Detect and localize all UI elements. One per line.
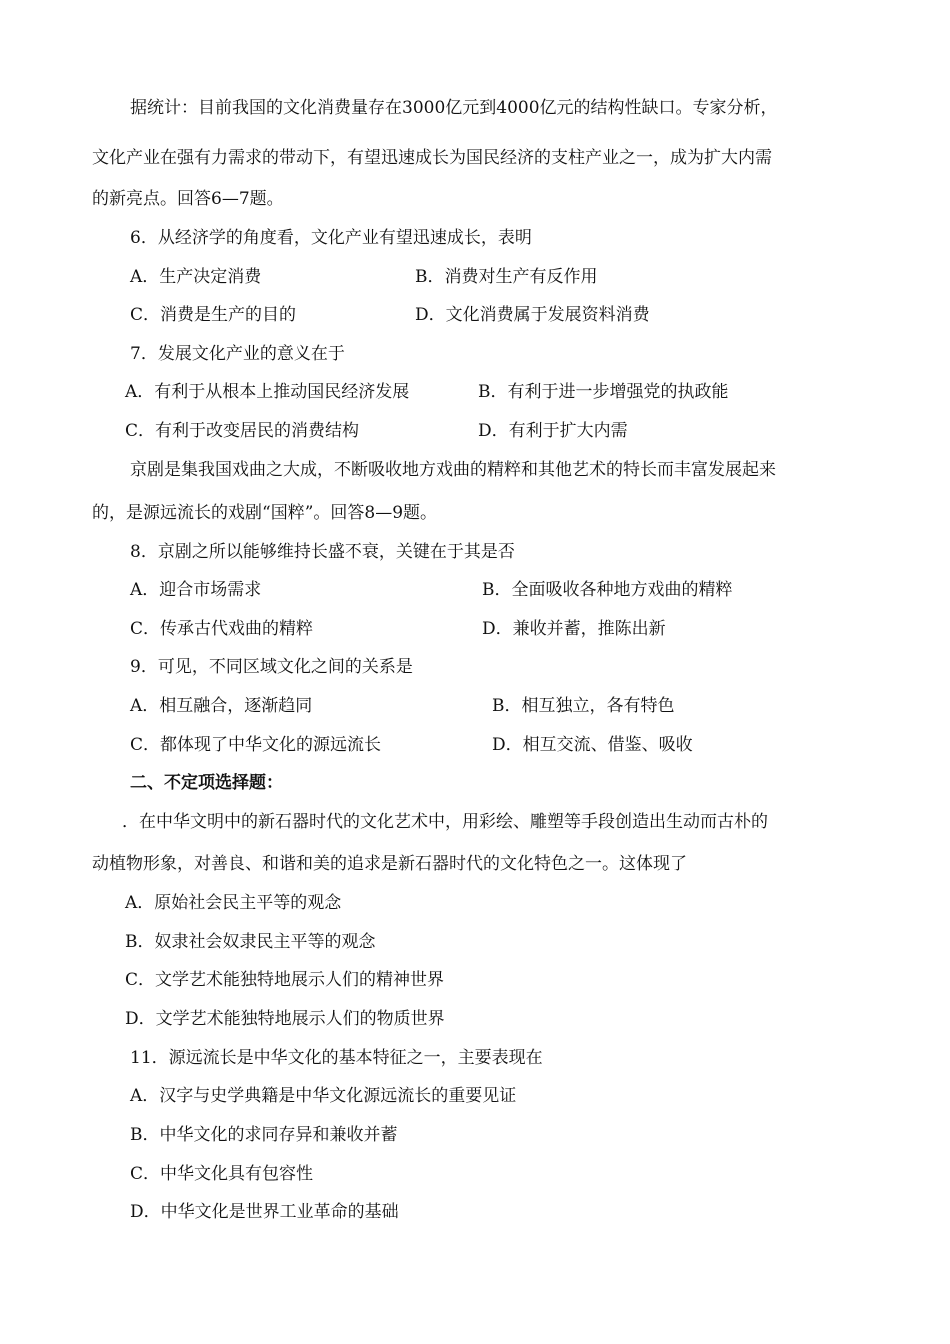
question-10-option-c: C．文学艺术能独特地展示人们的精神世界 <box>125 970 445 990</box>
passage-2-line-1: 京剧是集我国戏曲之大成，不断吸收地方戏曲的精粹和其他艺术的特长而丰富发展起来 <box>130 460 776 480</box>
question-9-option-b: B．相互独立，各有特色 <box>492 696 675 716</box>
question-9-option-a: A．相互融合，逐渐趋同 <box>130 696 313 716</box>
question-11-option-b: B．中华文化的求同存异和兼收并蓄 <box>130 1125 398 1145</box>
question-8-option-d: D．兼收并蓄，推陈出新 <box>482 619 666 639</box>
question-7-option-a: A．有利于从根本上推动国民经济发展 <box>125 382 410 402</box>
question-6-stem: 6．从经济学的角度看，文化产业有望迅速成长，表明 <box>130 228 532 248</box>
question-8-option-c: C．传承古代戏曲的精粹 <box>130 619 314 639</box>
question-8-option-a: A．迎合市场需求 <box>130 580 262 600</box>
question-11-option-d: D．中华文化是世界工业革命的基础 <box>130 1202 399 1222</box>
question-9-option-c: C．都体现了中华文化的源远流长 <box>130 735 382 755</box>
passage-1-line-3: 的新亮点。回答6—7题。 <box>92 189 284 209</box>
question-6-option-a: A．生产决定消费 <box>130 267 262 287</box>
question-11-stem: 11．源远流长是中华文化的基本特征之一，主要表现在 <box>130 1048 543 1068</box>
question-6-option-d: D．文化消费属于发展资料消费 <box>415 305 650 325</box>
question-7-option-b: B．有利于进一步增强党的执政能 <box>478 382 729 402</box>
passage-1-line-2: 文化产业在强有力需求的带动下，有望迅速成长为国民经济的支柱产业之一，成为扩大内需 <box>92 148 772 168</box>
question-10-stem-line-1: ．在中华文明中的新石器时代的文化艺术中，用彩绘、雕塑等手段创造出生动而古朴的 <box>122 812 768 832</box>
question-10-option-a: A．原始社会民主平等的观念 <box>125 893 342 913</box>
question-8-option-b: B．全面吸收各种地方戏曲的精粹 <box>482 580 733 600</box>
passage-2-line-2: 的，是源远流长的戏剧“国粹”。回答8—9题。 <box>92 503 438 523</box>
question-10-option-b: B．奴隶社会奴隶民主平等的观念 <box>125 932 376 952</box>
question-6-option-b: B．消费对生产有反作用 <box>415 267 598 287</box>
question-6-option-c: C．消费是生产的目的 <box>130 305 297 325</box>
question-10-stem-line-2: 动植物形象，对善良、和谐和美的追求是新石器时代的文化特色之一。这体现了 <box>92 854 687 874</box>
question-10-option-d: D．文学艺术能独特地展示人们的物质世界 <box>125 1009 445 1029</box>
question-9-stem: 9．可见，不同区域文化之间的关系是 <box>130 657 413 677</box>
question-7-option-c: C．有利于改变居民的消费结构 <box>125 421 360 441</box>
question-8-stem: 8．京剧之所以能够维持长盛不衰，关键在于其是否 <box>130 542 515 562</box>
question-7-option-d: D．有利于扩大内需 <box>478 421 628 441</box>
passage-1-line-1: 据统计：目前我国的文化消费量存在3000亿元到4000亿元的结构性缺口。专家分析， <box>130 98 778 118</box>
question-7-stem: 7．发展文化产业的意义在于 <box>130 344 345 364</box>
question-11-option-a: A．汉字与史学典籍是中华文化源远流长的重要见证 <box>130 1086 517 1106</box>
question-11-option-c: C．中华文化具有包容性 <box>130 1164 314 1184</box>
question-9-option-d: D．相互交流、借鉴、吸收 <box>492 735 693 755</box>
section-2-heading: 二、不定项选择题： <box>130 773 283 793</box>
